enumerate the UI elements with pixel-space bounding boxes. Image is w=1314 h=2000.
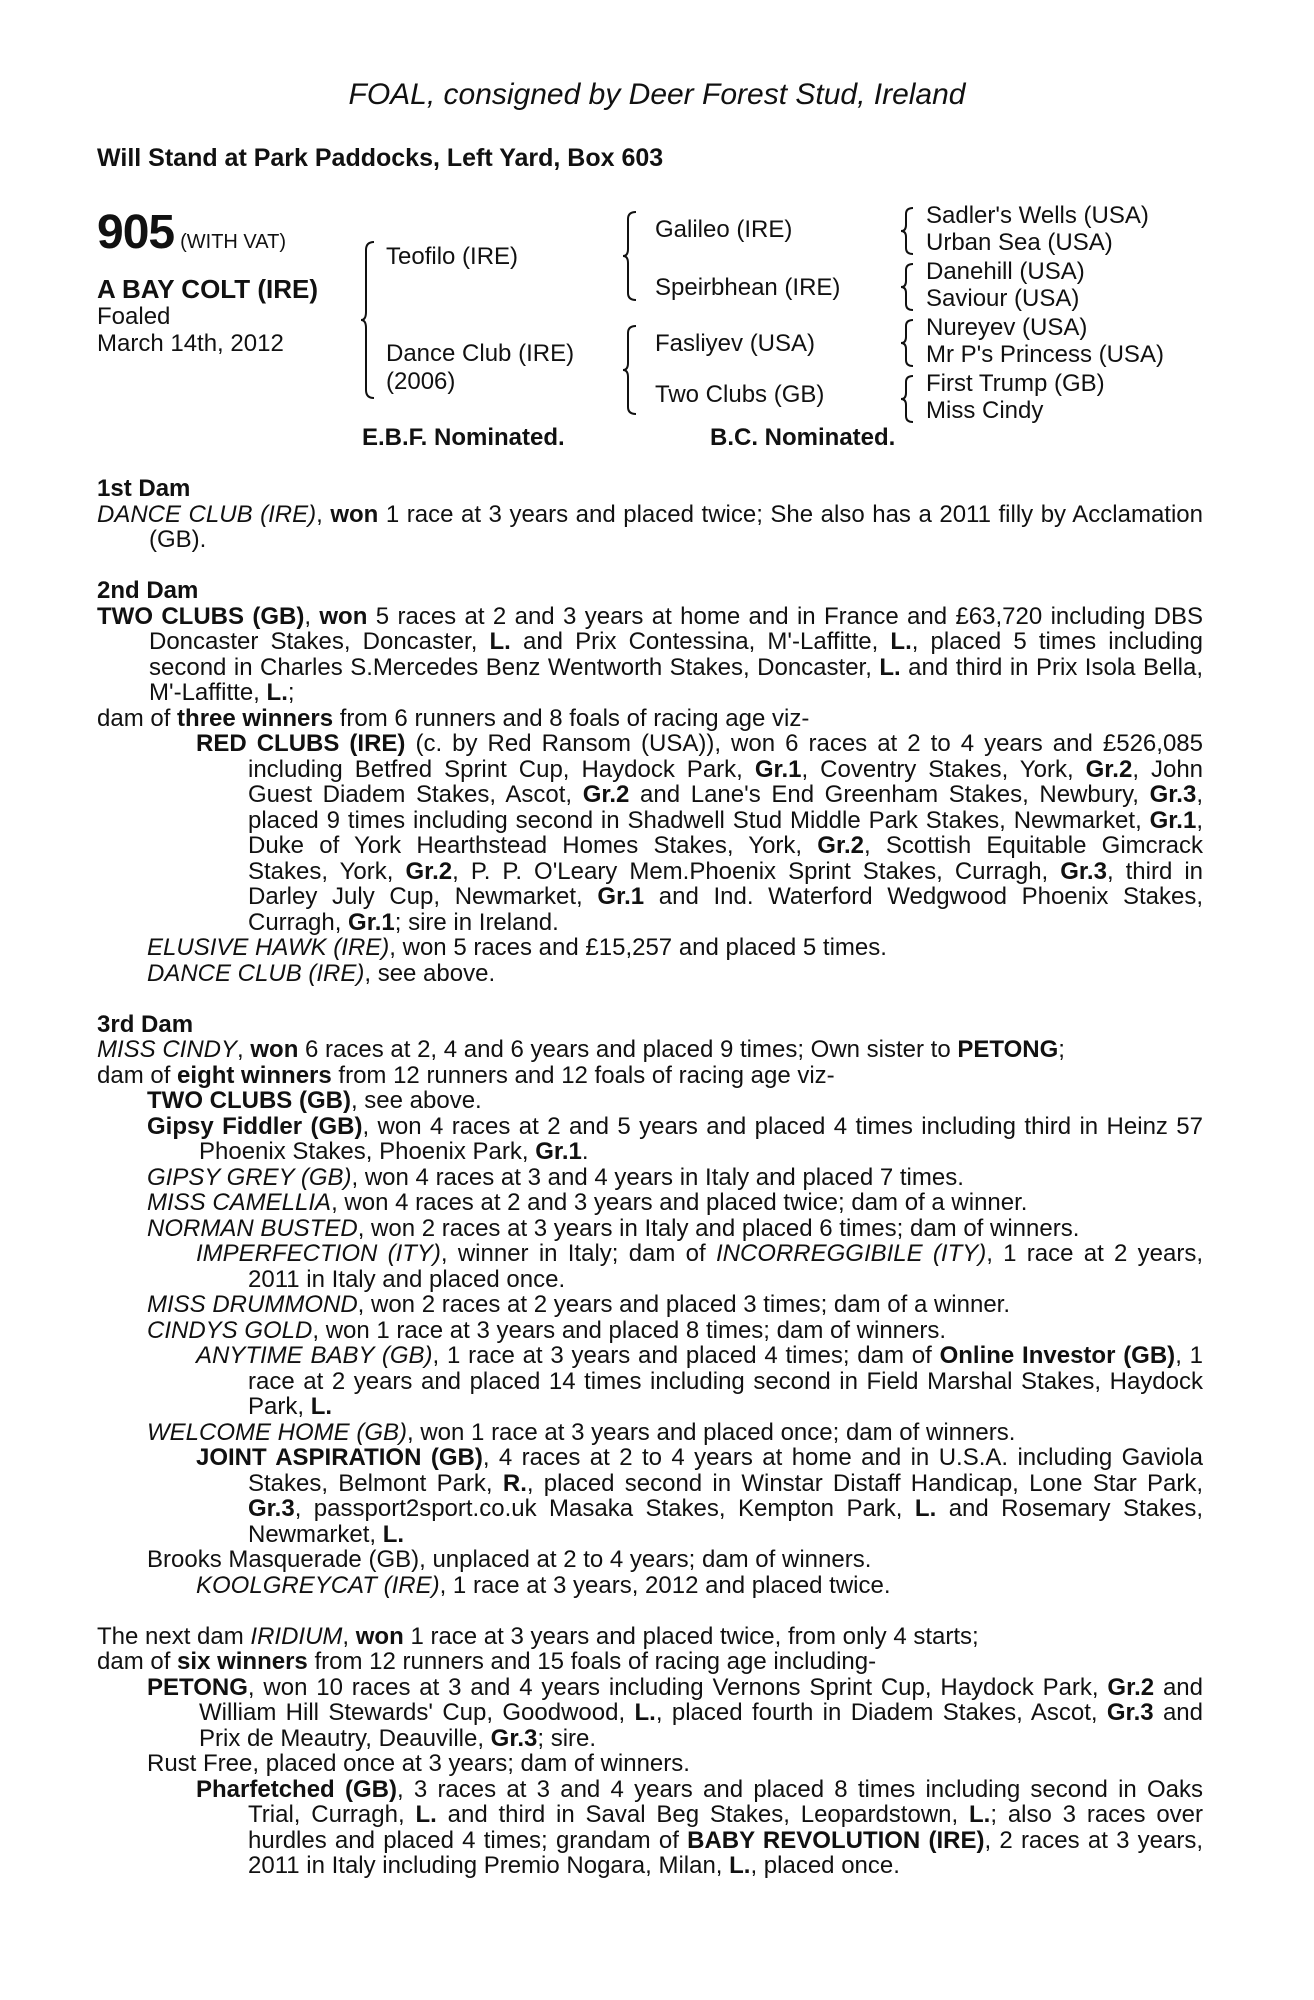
produce-entry: MISS CAMELLIA, won 4 races at 2 and 3 years and placed twice; dam of a winner. [147, 1189, 1028, 1216]
horse-name: TWO CLUBS (GB) [97, 602, 305, 630]
dam-name: Dance Club (IRE) [386, 340, 575, 367]
grand-sire-4: First Trump (GB) [926, 370, 1105, 397]
horse-title: A BAY COLT (IRE) [97, 274, 319, 304]
grand-dam-4: Miss Cindy [926, 397, 1044, 424]
sire-dam-name: Speirbhean (IRE) [655, 274, 841, 301]
grand-sire-2: Danehill (USA) [926, 258, 1085, 285]
produce-entry: Rust Free, placed once at 3 years; dam of winners. [147, 1750, 690, 1777]
sire-dam-brace [360, 240, 380, 400]
produce-entry: KOOLGREYCAT (IRE), 1 race at 3 years, 2012 and placed twice. [196, 1571, 891, 1599]
brace-g4 [900, 374, 918, 424]
horse-name: IRIDIUM [250, 1622, 343, 1650]
produce-entry: WELCOME HOME (GB), won 1 race at 3 years and placed once; dam of winners. [147, 1418, 1016, 1446]
section-title: 2nd Dam [97, 577, 199, 604]
sire-sire-name: Galileo (IRE) [655, 216, 793, 243]
horse-name: CINDYS GOLD [147, 1316, 313, 1344]
produce-entry: JOINT ASPIRATION (GB), 4 races at 2 to 4 years at home and in U.S.A. including Gaviola Stakes, Belmont Park, R., placed second in Winstar Distaff Handicap, Lone Star Park, Gr.3, passport2sport.co.uk Masaka Stakes, Kempton Park, L. and Rosemary Stakes, Newmarket, L. [196, 1444, 1204, 1548]
next-dam-section [97, 1624, 1203, 1879]
produce-summary: dam of eight winners from 12 runners and 12 foals of racing age viz- [97, 1061, 835, 1089]
dam-year: (2006) [386, 368, 456, 395]
produce-entry: ELUSIVE HAWK (IRE), won 5 races and £15,257 and placed 5 times. [147, 934, 887, 961]
horse-name: ANYTIME BABY (GB) [196, 1342, 433, 1369]
produce-summary: dam of three winners from 6 runners and 8 foals of racing age viz- [97, 704, 810, 732]
brace-g3 [900, 318, 918, 368]
produce-entry: IMPERFECTION (ITY), winner in Italy; dam of INCORREGGIBILE (ITY), 1 race at 2 years, 2011 in Italy and placed once. [196, 1240, 1203, 1293]
horse-name: Gipsy Fiddler (GB) [147, 1112, 363, 1140]
produce-summary: dam of six winners from 12 runners and 15 foals of racing age including- [97, 1648, 877, 1675]
produce-entry: DANCE CLUB (IRE), see above. [147, 959, 496, 987]
produce-entry: RED CLUBS (IRE) (c. by Red Ransom (USA)), won 6 races at 2 to 4 years and £526,085 including Betfred Sprint Cup, Haydock Park, Gr.1, Coventry Stakes, York, Gr.2, John Guest Diadem Stakes, Ascot, Gr.2 and Lane's End Greenham Stakes, Newbury, Gr.3, placed 9 times including second in Shadwell Stud Middle Park Stakes, Newmarket, Gr.1, Duke of York Hearthstead Homes Stakes, York, Gr.2, Scottish Equitable Gimcrack Stakes, York, Gr.2, P. P. O'Leary Mem.Phoenix Sprint Stakes, Curragh, Gr.3, third in Darley July Cup, Newmarket, Gr.1 and Ind. Waterford Wedgwood Phoenix Stakes, Curragh, Gr.1; sire in Ireland. [196, 730, 1204, 936]
horse-name: MISS CAMELLIA [147, 1189, 332, 1216]
horse-name: WELCOME HOME (GB) [147, 1418, 408, 1446]
stand-location: Will Stand at Park Paddocks, Left Yard, Box 603 [97, 144, 664, 172]
produce-entry: PETONG, won 10 races at 3 and 4 years including Vernons Sprint Cup, Haydock Park, Gr.2 and William Hill Stewards' Cup, Goodwood, L., placed fourth in Diadem Stakes, Ascot, Gr.3 and Prix de Meautry, Deauville, Gr.3; sire. [147, 1673, 1203, 1752]
horse-name: KOOLGREYCAT (IRE) [196, 1571, 440, 1599]
grand-sire-3: Nureyev (USA) [926, 314, 1088, 341]
vat-note: (WITH VAT) [180, 231, 286, 253]
ebf-nomination: E.B.F. Nominated. [362, 424, 565, 451]
catalogue-body [97, 476, 1203, 1879]
grand-dam-1: Urban Sea (USA) [926, 229, 1113, 256]
produce-entry: MISS DRUMMOND, won 2 races at 2 years and placed 3 times; dam of a winner. [147, 1291, 1011, 1318]
second-dam-section [97, 578, 1203, 986]
first-dam-section [97, 476, 1203, 553]
produce-entry: GIPSY GREY (GB), won 4 races at 3 and 4 years in Italy and placed 7 times. [147, 1163, 964, 1191]
horse-name: RED CLUBS (IRE) [196, 730, 406, 757]
produce-entry: CINDYS GOLD, won 1 race at 3 years and placed 8 times; dam of winners. [147, 1316, 947, 1344]
horse-name: DANCE CLUB (IRE) [147, 959, 365, 987]
sire-side-brace [622, 210, 642, 302]
brace-g2 [900, 262, 918, 312]
produce-entry: NORMAN BUSTED, won 2 races at 3 years in Italy and placed 6 times; dam of winners. [147, 1214, 1080, 1242]
next-dam-entry: The next dam IRIDIUM, won 1 race at 3 years and placed twice, from only 4 starts; [97, 1622, 979, 1650]
horse-name: TWO CLUBS (GB) [147, 1087, 351, 1114]
second-dam-entry: TWO CLUBS (GB), won 5 races at 2 and 3 years at home and in France and £63,720 including DBS Doncaster Stakes, Doncaster, L. and Prix Contessina, M'-Laffitte, L., placed 5 times including second in Charles S.Mercedes Benz Wentworth Stakes, Doncaster, L. and third in Prix Isola Bella, M'-Laffitte, L.; [97, 602, 1204, 706]
section-title: 1st Dam [97, 475, 191, 502]
section-title: 3rd Dam [97, 1010, 194, 1038]
sire-name: Teofilo (IRE) [386, 243, 519, 270]
grand-dam-2: Saviour (USA) [926, 285, 1080, 312]
horse-name: PETONG [147, 1673, 248, 1701]
first-dam-entry: DANCE CLUB (IRE), won 1 race at 3 years and placed twice; She also has a 2011 filly by Acclamation (GB). [97, 500, 1203, 553]
lot-number: 905 [97, 206, 175, 259]
dam-sire-name: Fasliyev (USA) [655, 330, 816, 357]
foaled-label: Foaled [97, 303, 171, 330]
grand-sire-1: Sadler's Wells (USA) [926, 202, 1149, 229]
horse-name: Pharfetched (GB) [196, 1775, 397, 1803]
dam-side-brace [622, 324, 642, 416]
grand-dam-3: Mr P's Princess (USA) [926, 341, 1164, 368]
produce-entry: TWO CLUBS (GB), see above. [147, 1087, 482, 1114]
horse-name: NORMAN BUSTED [147, 1214, 358, 1242]
page-title: FOAL, consigned by Deer Forest Stud, Ireland [348, 78, 966, 111]
produce-entry: Pharfetched (GB), 3 races at 3 and 4 years and placed 8 times including second in Oaks Trial, Curragh, L. and third in Saval Beg Stakes, Leopardstown, L.; also 3 races over hurdles and placed 4 times; grandam of BABY REVOLUTION (IRE), 2 races at 3 years, 2011 in Italy including Premio Nogara, Milan, L., placed once. [196, 1775, 1204, 1879]
third-dam-section [97, 1012, 1203, 1599]
foaled-date: March 14th, 2012 [97, 330, 284, 357]
bc-nomination: B.C. Nominated. [710, 424, 896, 451]
lot-number-line [97, 205, 286, 260]
horse-name: MISS DRUMMOND [147, 1291, 358, 1318]
horse-name: IMPERFECTION (ITY) [196, 1240, 441, 1267]
produce-entry: Gipsy Fiddler (GB), won 4 races at 2 and 5 years and placed 4 times including third in Heinz 57 Phoenix Stakes, Phoenix Park, Gr.1. [147, 1112, 1204, 1165]
horse-name: MISS CINDY [97, 1036, 238, 1063]
produce-entry: ANYTIME BABY (GB), 1 race at 3 years and placed 4 times; dam of Online Investor (GB), 1 race at 2 years and placed 14 times including second in Field Marshal Stakes, Haydock Park, L. [196, 1342, 1203, 1420]
horse-name: DANCE CLUB (IRE) [97, 500, 317, 528]
horse-name: JOINT ASPIRATION (GB) [196, 1444, 483, 1471]
dam-dam-name: Two Clubs (GB) [655, 381, 825, 408]
horse-name: GIPSY GREY (GB) [147, 1163, 352, 1191]
third-dam-entry: MISS CINDY, won 6 races at 2, 4 and 6 years and placed 9 times; Own sister to PETONG; [97, 1036, 1065, 1063]
horse-name: ELUSIVE HAWK (IRE) [147, 934, 390, 961]
produce-entry: Brooks Masquerade (GB), unplaced at 2 to 4 years; dam of winners. [147, 1546, 872, 1573]
brace-g1 [900, 206, 918, 256]
